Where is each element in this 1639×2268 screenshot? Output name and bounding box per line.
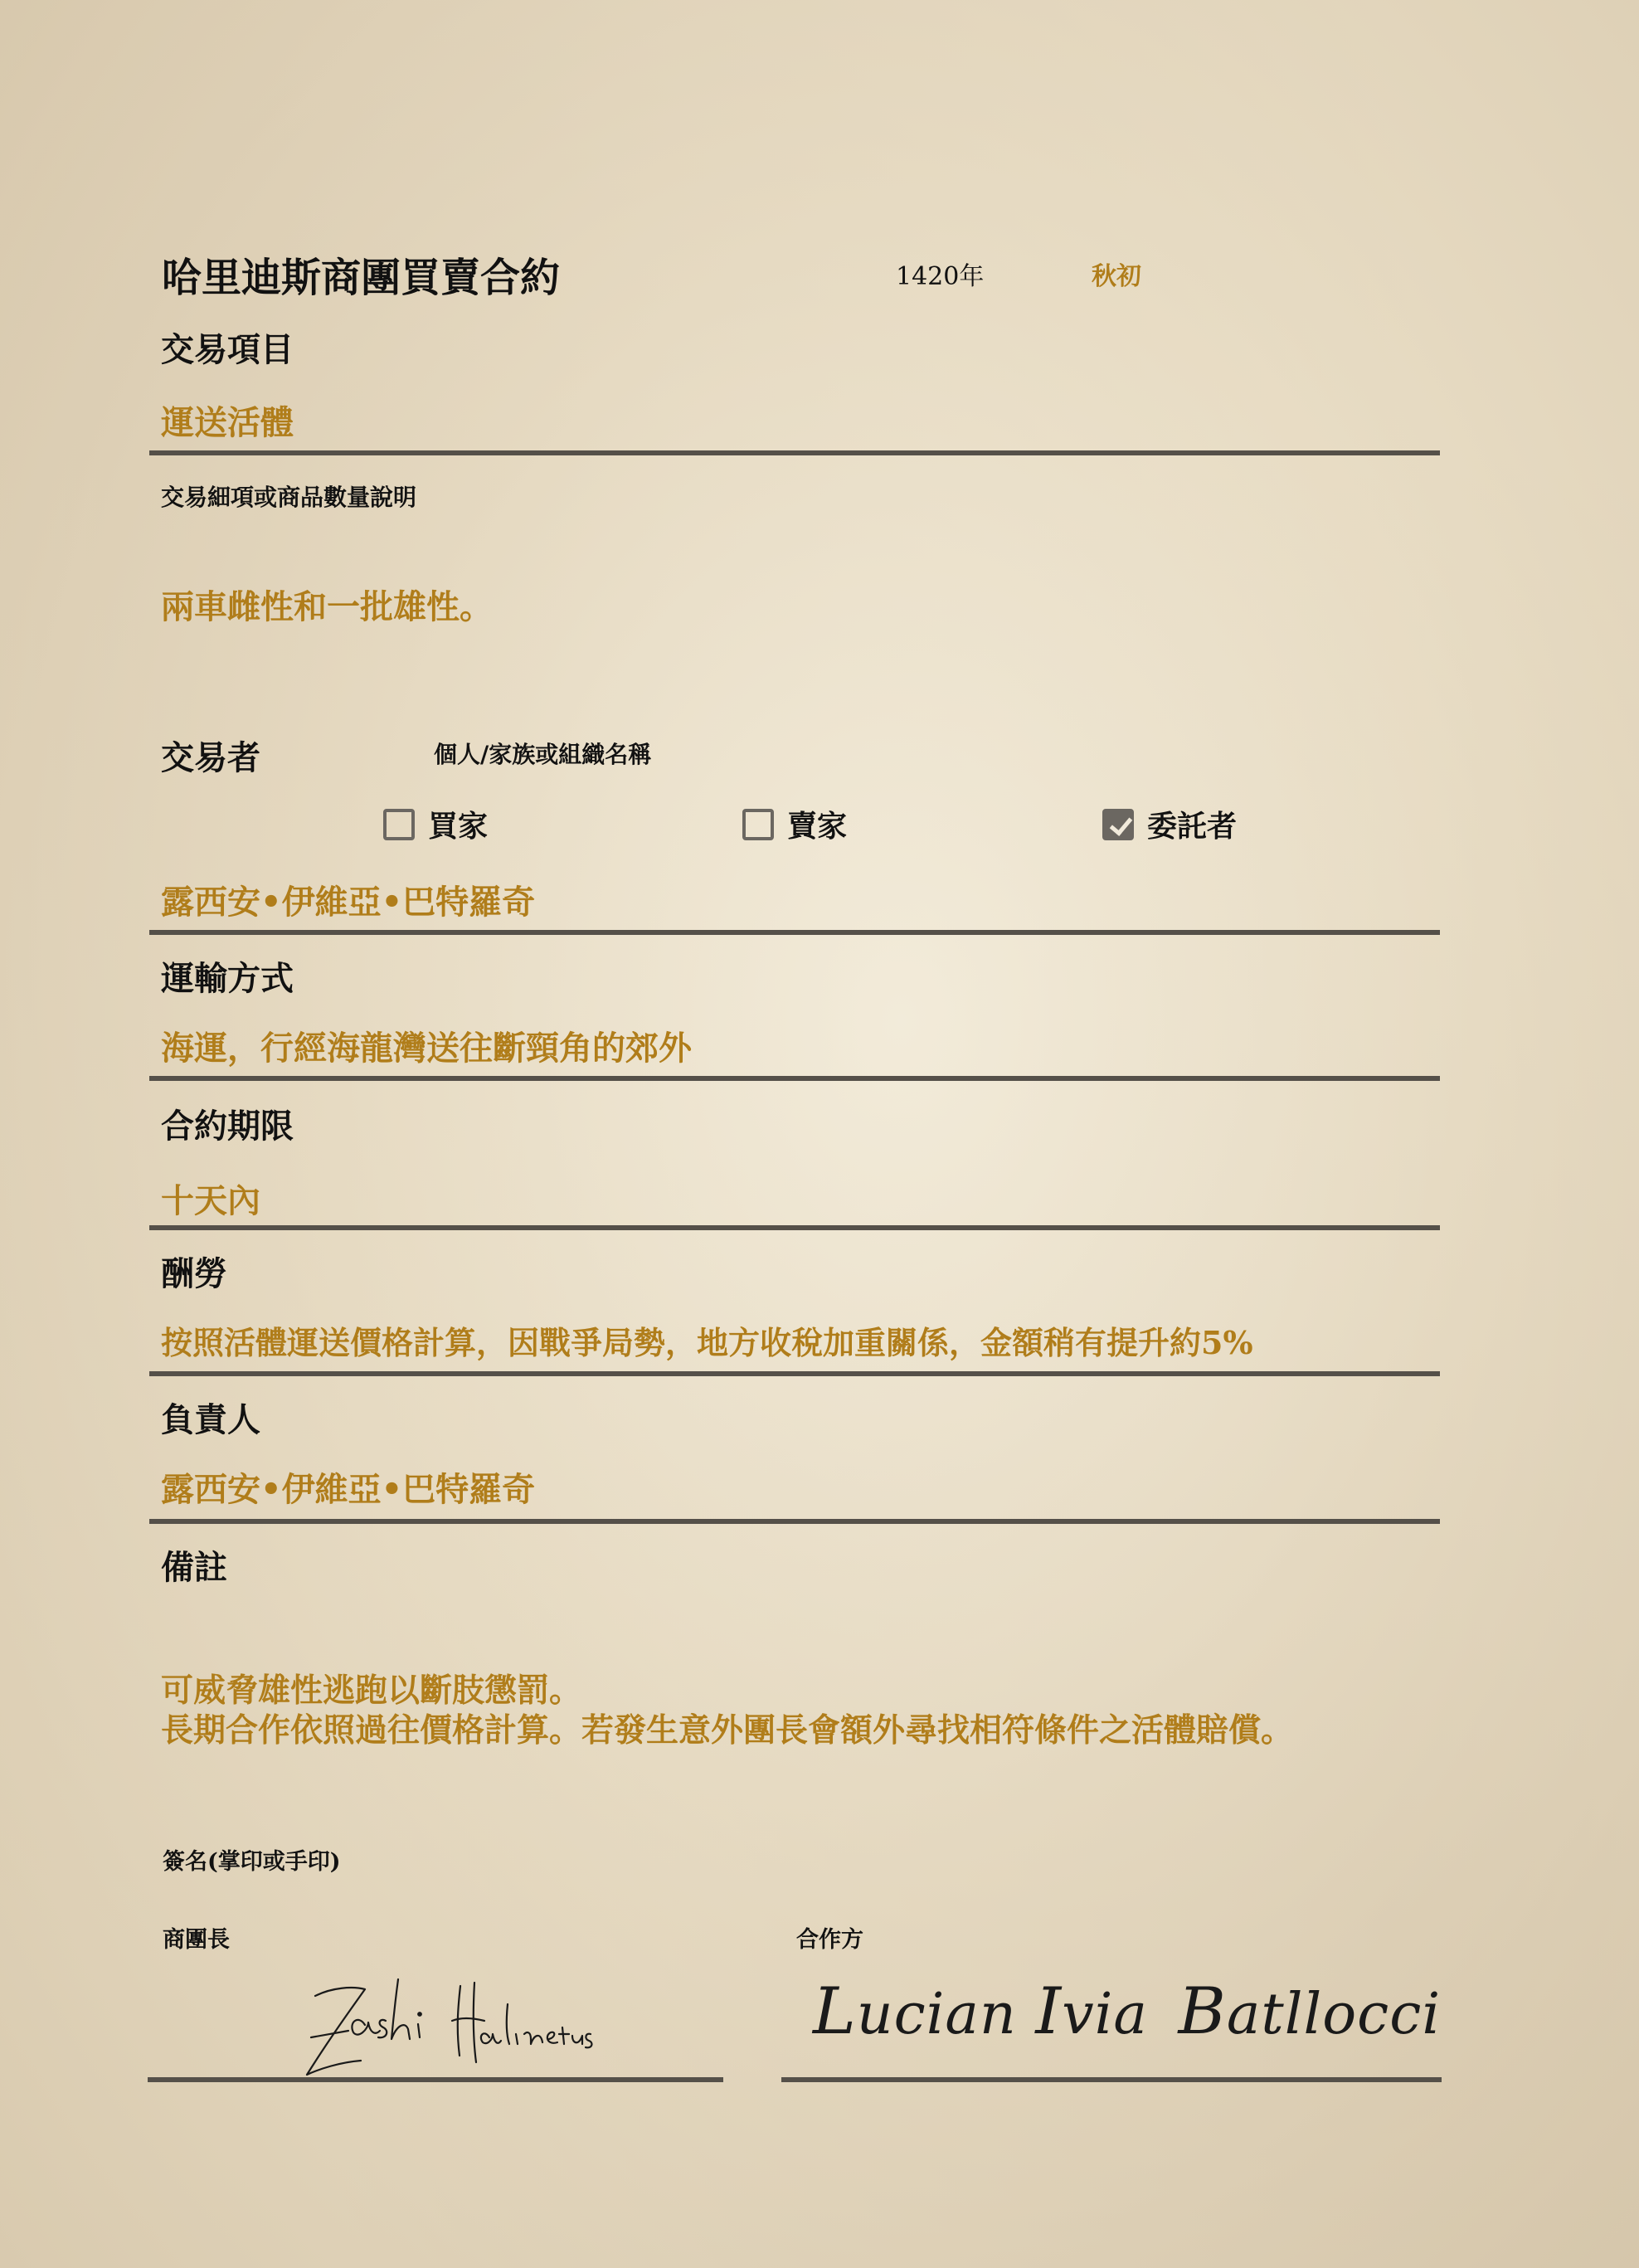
details-value[interactable]: 兩車雌性和一批雄性。: [161, 587, 493, 626]
guild-leader-signature: [282, 1963, 597, 2087]
trader-value[interactable]: 露西安•伊維亞•巴特羅奇: [161, 883, 536, 922]
transport-rule: [149, 1076, 1440, 1081]
transport-label: 運輸方式: [161, 959, 294, 998]
reward-value[interactable]: 按照活體運送價格計算，因戰爭局勢，地方收稅加重關係，金額稍有提升約5%: [161, 1324, 1253, 1361]
contract-season: 秋初: [1092, 262, 1141, 291]
trader-rule: [149, 930, 1440, 935]
seller-label: 賣家: [787, 809, 848, 844]
contract-year: 1420年: [896, 262, 985, 291]
term-value[interactable]: 十天內: [161, 1181, 260, 1220]
seller-checkbox[interactable]: [742, 809, 774, 840]
responsible-label: 負責人: [161, 1400, 260, 1439]
item-rule: [149, 450, 1440, 455]
term-label: 合約期限: [161, 1107, 294, 1146]
partner-label: 合作方: [796, 1927, 863, 1953]
transport-value[interactable]: 海運，行經海龍灣送往斷頸角的郊外: [161, 1029, 692, 1068]
consignor-option[interactable]: [1102, 803, 1237, 845]
seller-option[interactable]: [742, 803, 847, 845]
trader-sublabel: 個人/家族或組織名稱: [434, 741, 652, 768]
item-value[interactable]: 運送活體: [161, 403, 294, 442]
consignor-label: 委託者: [1147, 809, 1238, 844]
buyer-label: 買家: [428, 809, 489, 844]
guild-leader-label: 商團長: [163, 1927, 230, 1953]
partner-signature: Lucian Ivia Batllocci: [813, 1974, 1442, 2049]
details-label: 交易細項或商品數量說明: [161, 484, 417, 511]
buyer-option[interactable]: [383, 803, 488, 845]
reward-rule: [149, 1371, 1440, 1376]
term-rule: [149, 1225, 1440, 1230]
remarks-line-1[interactable]: 可威脅雄性逃跑以斷肢懲罰。: [161, 1672, 582, 1710]
responsible-rule: [149, 1519, 1440, 1524]
responsible-value[interactable]: 露西安•伊維亞•巴特羅奇: [161, 1470, 536, 1509]
item-label: 交易項目: [161, 330, 294, 369]
consignor-checkbox[interactable]: [1102, 809, 1134, 840]
partner-signature-rule: [781, 2077, 1442, 2082]
remarks-line-2[interactable]: 長期合作依照過往價格計算。若發生意外團長會額外尋找相符條件之活體賠償。: [161, 1711, 1294, 1750]
guild-leader-signature-rule: [148, 2077, 723, 2082]
trader-label: 交易者: [161, 738, 260, 777]
reward-label: 酬勞: [161, 1254, 227, 1293]
contract-title: 哈里迪斯商團買賣合約: [162, 255, 561, 301]
remarks-label: 備註: [161, 1548, 227, 1587]
signature-label: 簽名(掌印或手印): [163, 1849, 341, 1875]
buyer-checkbox[interactable]: [383, 809, 415, 840]
